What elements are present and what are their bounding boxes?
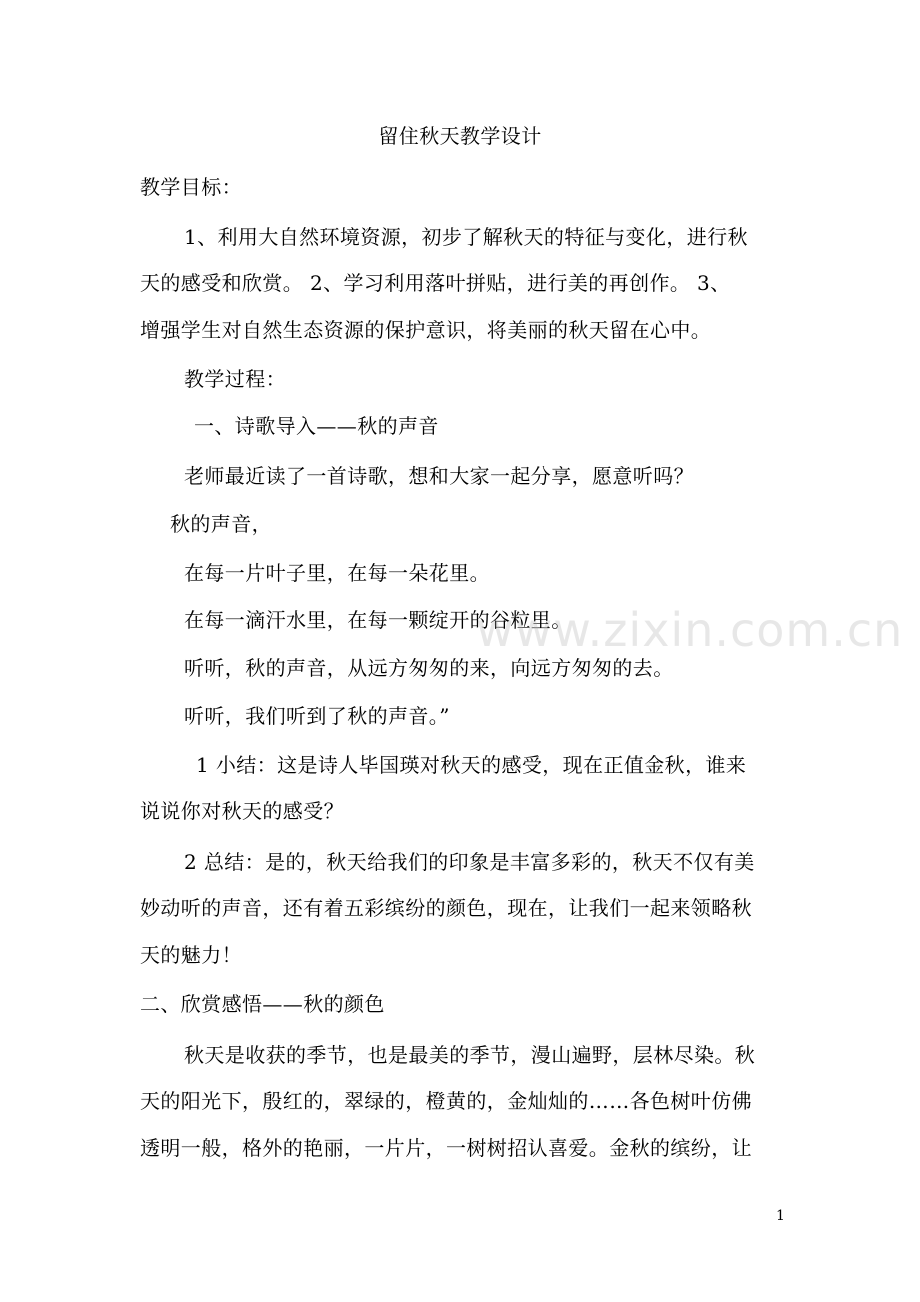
text-line: 秋天是收获的季节，也是最美的季节，漫山遍野，层林尽染。秋 [184,1043,756,1067]
watermark: www.zixin.com.cn [476,603,904,657]
text-line: 天的感受和欣赏。 2、学习利用落叶拼贴，进行美的再创作。 3、 [140,271,731,295]
text-line: 妙动听的声音，还有着五彩缤纷的颜色，现在，让我们一起来领略秋 [140,896,752,920]
text-line: 教学过程： [184,367,286,391]
text-line: 透明一般，格外的艳丽，一片片，一树树招认喜爱。金秋的缤纷，让 [140,1136,752,1160]
text-line: 说说你对秋天的感受？ [140,799,344,823]
text-line: 天的魅力！ [140,943,242,967]
document-title: 留住秋天教学设计 [378,124,542,148]
text-line: 一、诗歌导入——秋的声音 [194,414,439,438]
text-line: 天的阳光下，殷红的，翠绿的，橙黄的，金灿灿的……各色树叶仿佛 [140,1089,752,1113]
text-line: 在每一滴汗水里，在每一颗绽开的谷粒里。 [184,608,572,632]
text-line: 二、欣赏感悟——秋的颜色 [140,992,385,1016]
text-line: 1、利用大自然环境资源，初步了解秋天的特征与变化，进行秋 [184,225,748,249]
text-line: 听听，我们听到了秋的声音。” [184,704,450,728]
page-number: 1 [776,1208,785,1224]
text-line: 秋的声音， [170,512,272,536]
text-line: 听听，秋的声音，从远方匆匆的来，向远方匆匆的去。 [184,656,674,680]
text-line: 老师最近读了一首诗歌，想和大家一起分享，愿意听吗？ [184,464,694,488]
text-line: 教学目标： [140,175,242,199]
text-line: 增强学生对自然生态资源的保护意识，将美丽的秋天留在心中。 [140,318,712,342]
text-line: 在每一片叶子里，在每一朵花里。 [184,561,490,585]
text-line: 2 总结：是的，秋天给我们的印象是丰富多彩的，秋天不仅有美 [184,850,755,874]
text-line: 1 小结：这是诗人毕国瑛对秋天的感受，现在正值金秋，谁来 [196,753,747,777]
